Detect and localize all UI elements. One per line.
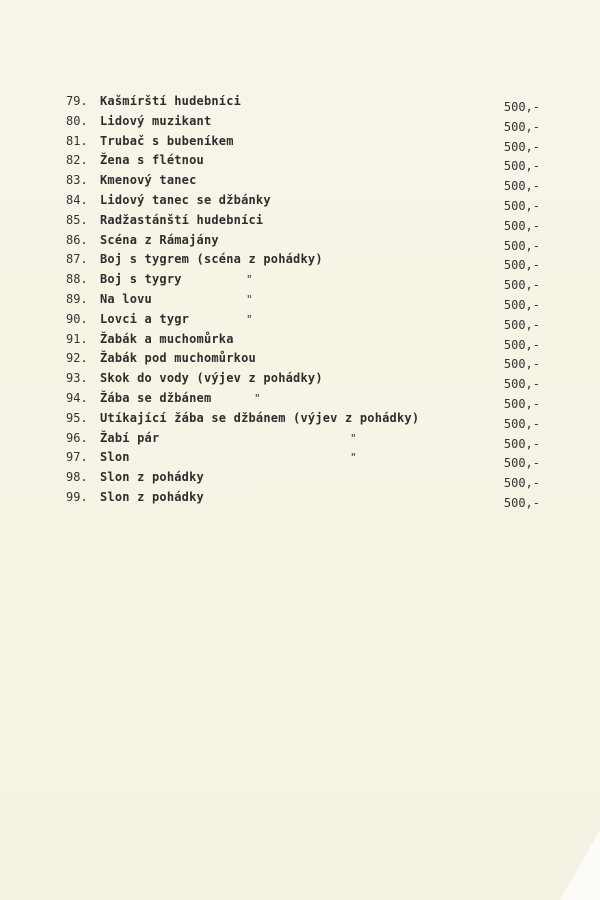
ditto-mark: " <box>350 451 357 465</box>
item-price: 500,- <box>503 258 540 273</box>
list-item <box>60 468 540 491</box>
item-price: 500,- <box>503 436 540 451</box>
item-title: Trubač s bubeníkem <box>100 133 234 148</box>
item-number: 93. <box>66 371 88 386</box>
item-price: 500,- <box>503 456 540 471</box>
item-price: 500,- <box>503 119 540 134</box>
list-item <box>60 349 540 372</box>
list-item <box>60 151 540 174</box>
item-title: Slon <box>100 450 130 465</box>
ditto-mark: " <box>246 312 253 326</box>
item-price: 500,- <box>503 100 540 114</box>
item-number: 87. <box>66 252 88 267</box>
item-title: Žabí pár <box>100 430 160 445</box>
item-number: 90. <box>66 311 88 326</box>
item-number: 96. <box>66 430 88 445</box>
item-number: 86. <box>66 232 88 247</box>
item-title: Radžastánští hudebníci <box>100 212 264 227</box>
item-price: 500,- <box>503 179 540 194</box>
item-price: 500,- <box>503 377 540 392</box>
list-item <box>60 310 540 330</box>
list-item <box>60 330 540 350</box>
page-corner <box>560 830 600 900</box>
list-item <box>60 448 540 471</box>
item-number: 97. <box>66 450 88 465</box>
item-number: 91. <box>66 331 88 346</box>
list-item <box>60 132 540 152</box>
item-number: 94. <box>66 390 88 405</box>
item-price: 500,- <box>503 357 540 372</box>
item-title: Lidový tanec se džbánky <box>100 192 271 207</box>
price-list <box>60 92 540 508</box>
list-item <box>60 231 540 251</box>
item-title: Lovci a tygr <box>100 311 190 326</box>
list-item <box>60 92 540 112</box>
list-item <box>60 369 540 392</box>
item-title: Slon z pohádky <box>100 489 204 504</box>
item-title: Skok do vody (výjev z pohádky) <box>100 371 323 386</box>
item-title: Utíkající žába se džbánem (výjev z pohádky) <box>100 410 420 425</box>
item-title: Lidový muzikant <box>100 113 212 128</box>
item-price: 500,- <box>503 317 540 332</box>
item-number: 81. <box>66 133 88 148</box>
item-price: 500,- <box>503 198 540 213</box>
item-number: 85. <box>66 212 88 227</box>
item-price: 500,- <box>503 396 540 411</box>
item-number: 99. <box>66 489 88 504</box>
item-price: 500,- <box>503 278 540 293</box>
list-item <box>60 270 540 293</box>
list-item <box>60 211 540 231</box>
item-title: Slon z pohádky <box>100 470 204 485</box>
item-price: 500,- <box>503 218 540 233</box>
item-number: 82. <box>66 153 88 168</box>
item-price: 500,- <box>503 476 540 491</box>
item-number: 95. <box>66 410 88 425</box>
item-title: Žába se džbánem <box>100 390 212 405</box>
item-number: 98. <box>66 470 88 485</box>
list-item <box>60 389 540 409</box>
item-number: 88. <box>66 272 88 287</box>
item-title: Boj s tygrem (scéna z pohádky) <box>100 252 323 267</box>
item-number: 83. <box>66 173 88 188</box>
item-number: 84. <box>66 192 88 207</box>
item-price: 500,- <box>503 238 540 253</box>
item-price: 500,- <box>503 139 540 154</box>
item-title: Žabák a muchomůrka <box>100 331 234 346</box>
item-title: Scéna z Rámajány <box>100 232 219 247</box>
item-title: Žabák pod muchomůrkou <box>100 351 256 366</box>
list-item <box>60 171 540 194</box>
list-item <box>60 488 540 508</box>
ditto-mark: " <box>246 273 253 287</box>
item-number: 89. <box>66 291 88 306</box>
item-title: Žena s flétnou <box>100 153 204 168</box>
item-title: Kašmírští hudebníci <box>100 94 242 108</box>
item-number: 80. <box>66 113 88 128</box>
list-item <box>60 191 540 211</box>
item-title: Kmenový tanec <box>100 173 197 188</box>
item-price: 500,- <box>503 297 540 312</box>
item-price: 500,- <box>503 416 540 431</box>
item-price: 500,- <box>503 495 540 510</box>
item-title: Na lovu <box>100 291 152 306</box>
ditto-mark: " <box>350 431 357 445</box>
list-item <box>60 112 540 132</box>
ditto-mark: " <box>254 391 261 405</box>
item-title: Boj s tygry <box>100 272 182 287</box>
item-number: 92. <box>66 351 88 366</box>
ditto-mark: " <box>246 292 253 306</box>
list-item <box>60 409 540 429</box>
list-item <box>60 250 540 273</box>
list-item <box>60 429 540 449</box>
list-item <box>60 290 540 310</box>
item-price: 500,- <box>503 159 540 174</box>
item-number: 79. <box>66 94 88 108</box>
item-price: 500,- <box>503 337 540 352</box>
